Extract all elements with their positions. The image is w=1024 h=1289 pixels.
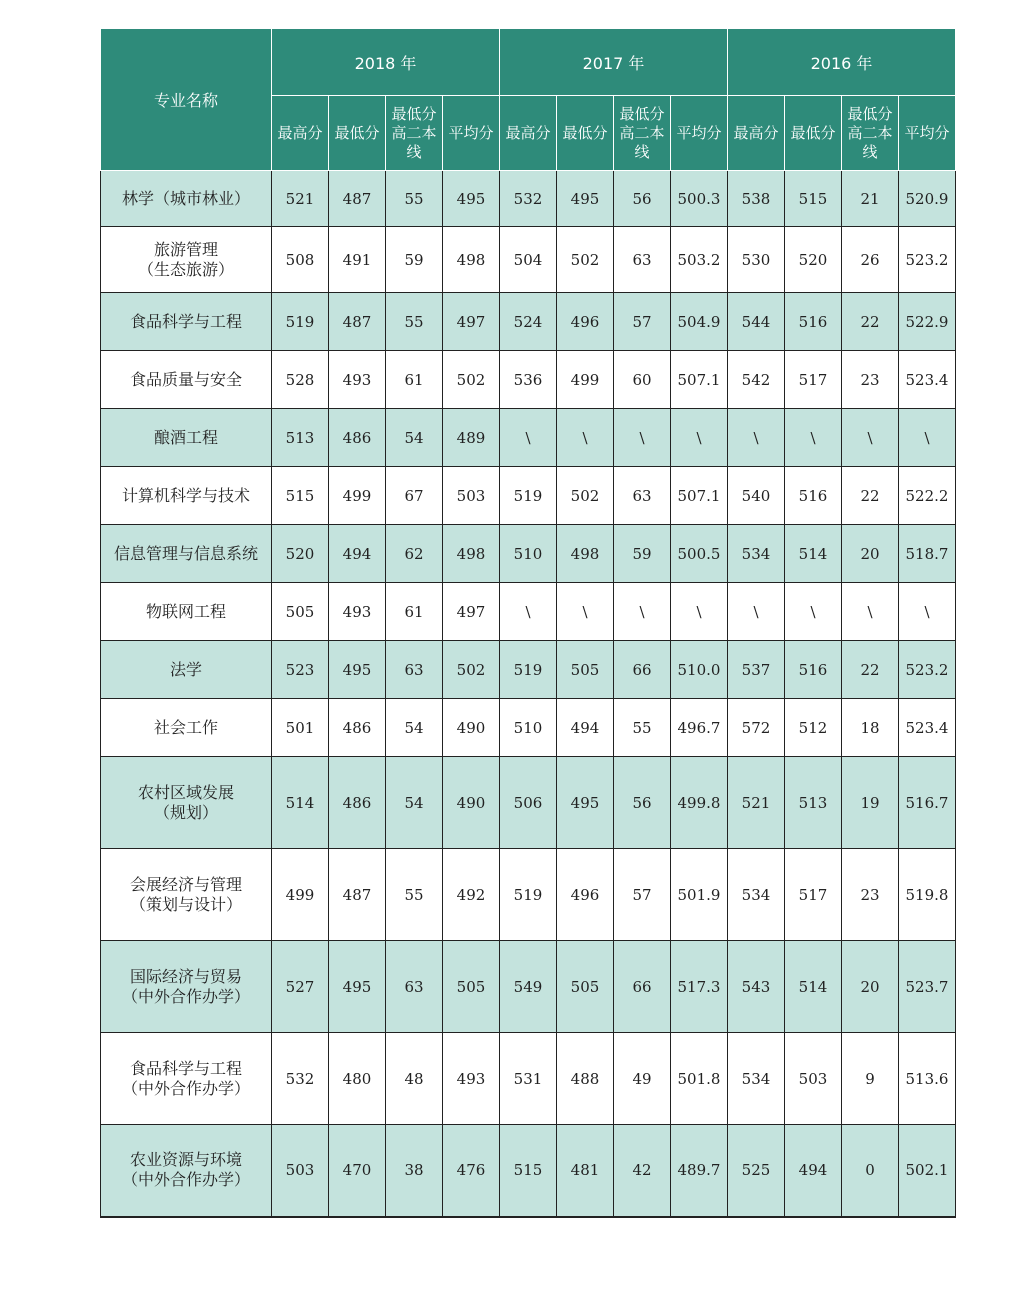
score-cell: 489	[443, 409, 500, 467]
score-cell: 490	[443, 699, 500, 757]
score-cell: 59	[614, 525, 671, 583]
score-cell: 489.7	[671, 1125, 728, 1217]
score-cell: 66	[614, 941, 671, 1033]
score-cell: 513.6	[899, 1033, 956, 1125]
score-cell: 543	[728, 941, 785, 1033]
major-name-cell: 食品质量与安全	[101, 351, 272, 409]
score-cell: 63	[614, 467, 671, 525]
score-cell: 521	[728, 757, 785, 849]
score-cell: 518.7	[899, 525, 956, 583]
table-row	[101, 351, 956, 409]
score-cell: \	[557, 409, 614, 467]
score-cell: \	[671, 583, 728, 641]
score-cell: 510	[500, 525, 557, 583]
score-cell: 49	[614, 1033, 671, 1125]
table-row	[101, 849, 956, 941]
score-cell: 504.9	[671, 293, 728, 351]
score-cell: 513	[785, 757, 842, 849]
score-cell: 63	[614, 227, 671, 293]
score-cell: 534	[728, 525, 785, 583]
major-name-cell: 国际经济与贸易 （中外合作办学）	[101, 941, 272, 1033]
score-cell: \	[728, 409, 785, 467]
score-cell: 56	[614, 757, 671, 849]
score-cell: 66	[614, 641, 671, 699]
score-cell: 501.9	[671, 849, 728, 941]
score-cell: 517.3	[671, 941, 728, 1033]
score-cell: 497	[443, 583, 500, 641]
score-cell: 514	[785, 941, 842, 1033]
min-above-line-header: 最低分 高二本 线	[386, 96, 443, 171]
score-cell: 495	[443, 171, 500, 227]
major-name-cell: 林学（城市林业）	[101, 171, 272, 227]
score-cell: 520.9	[899, 171, 956, 227]
score-cell: 532	[272, 1033, 329, 1125]
table-row	[101, 1033, 956, 1125]
score-cell: 487	[329, 171, 386, 227]
major-name-cell: 酿酒工程	[101, 409, 272, 467]
score-cell: 55	[614, 699, 671, 757]
score-cell: 495	[329, 641, 386, 699]
table-row	[101, 293, 956, 351]
min-score-header: 最低分	[557, 96, 614, 171]
score-cell: 60	[614, 351, 671, 409]
score-cell: 542	[728, 351, 785, 409]
score-cell: \	[614, 583, 671, 641]
score-cell: 22	[842, 641, 899, 699]
score-cell: 63	[386, 941, 443, 1033]
major-name-cell: 农业资源与环境 （中外合作办学）	[101, 1125, 272, 1217]
score-cell: 519.8	[899, 849, 956, 941]
score-cell: 59	[386, 227, 443, 293]
score-cell: 499	[272, 849, 329, 941]
score-cell: 495	[557, 757, 614, 849]
score-cell: 528	[272, 351, 329, 409]
score-cell: 496	[557, 293, 614, 351]
score-cell: 481	[557, 1125, 614, 1217]
score-cell: \	[500, 583, 557, 641]
score-cell: 506	[500, 757, 557, 849]
score-cell: 490	[443, 757, 500, 849]
major-name-cell: 会展经济与管理 （策划与设计）	[101, 849, 272, 941]
admission-score-table	[100, 28, 956, 1218]
score-cell: 48	[386, 1033, 443, 1125]
table-row	[101, 409, 956, 467]
score-cell: 523.2	[899, 227, 956, 293]
table-body	[101, 171, 956, 1217]
major-name-cell: 物联网工程	[101, 583, 272, 641]
score-cell: 504	[500, 227, 557, 293]
score-cell: 54	[386, 757, 443, 849]
score-cell: 507.1	[671, 351, 728, 409]
score-cell: 515	[500, 1125, 557, 1217]
score-cell: 22	[842, 467, 899, 525]
score-cell: 55	[386, 849, 443, 941]
score-cell: \	[614, 409, 671, 467]
score-cell: 536	[500, 351, 557, 409]
score-cell: \	[842, 583, 899, 641]
table-row	[101, 757, 956, 849]
score-cell: 510	[500, 699, 557, 757]
year-header-2018: 2018 年	[272, 29, 500, 96]
score-cell: 57	[614, 849, 671, 941]
score-cell: 510.0	[671, 641, 728, 699]
score-cell: 515	[785, 171, 842, 227]
score-cell: 505	[272, 583, 329, 641]
max-score-header: 最高分	[500, 96, 557, 171]
score-cell: 505	[557, 641, 614, 699]
score-cell: 495	[557, 171, 614, 227]
score-cell: 497	[443, 293, 500, 351]
score-cell: 499	[329, 467, 386, 525]
score-cell: 23	[842, 351, 899, 409]
score-cell: 516	[785, 293, 842, 351]
min-score-header: 最低分	[329, 96, 386, 171]
score-cell: 515	[272, 467, 329, 525]
score-cell: 55	[386, 293, 443, 351]
score-cell: 55	[386, 171, 443, 227]
score-cell: 516	[785, 641, 842, 699]
score-cell: 491	[329, 227, 386, 293]
score-cell: 531	[500, 1033, 557, 1125]
score-cell: 494	[557, 699, 614, 757]
major-name-cell: 农村区域发展 （规划）	[101, 757, 272, 849]
score-cell: 537	[728, 641, 785, 699]
major-name-cell: 计算机科学与技术	[101, 467, 272, 525]
score-cell: 519	[500, 641, 557, 699]
score-cell: 42	[614, 1125, 671, 1217]
max-score-header: 最高分	[728, 96, 785, 171]
score-cell: 486	[329, 409, 386, 467]
score-cell: 54	[386, 409, 443, 467]
score-cell: 512	[785, 699, 842, 757]
score-cell: 508	[272, 227, 329, 293]
score-cell: 519	[272, 293, 329, 351]
major-name-header: 专业名称	[101, 29, 272, 171]
score-cell: 494	[329, 525, 386, 583]
score-cell: 503	[272, 1125, 329, 1217]
score-cell: 500.3	[671, 171, 728, 227]
score-cell: 502.1	[899, 1125, 956, 1217]
score-cell: 38	[386, 1125, 443, 1217]
score-cell: 572	[728, 699, 785, 757]
score-cell: 523.4	[899, 699, 956, 757]
score-cell: 26	[842, 227, 899, 293]
score-cell: 514	[785, 525, 842, 583]
table-row	[101, 941, 956, 1033]
score-cell: 520	[272, 525, 329, 583]
score-cell: 500.5	[671, 525, 728, 583]
table-row	[101, 1125, 956, 1217]
score-cell: 496.7	[671, 699, 728, 757]
score-cell: 538	[728, 171, 785, 227]
table-row	[101, 699, 956, 757]
major-name-cell: 社会工作	[101, 699, 272, 757]
score-cell: 530	[728, 227, 785, 293]
score-cell: \	[899, 583, 956, 641]
score-cell: 521	[272, 171, 329, 227]
major-name-cell: 旅游管理 （生态旅游）	[101, 227, 272, 293]
score-cell: 493	[443, 1033, 500, 1125]
table-row	[101, 525, 956, 583]
score-cell: 523.2	[899, 641, 956, 699]
score-cell: 487	[329, 849, 386, 941]
score-cell: 480	[329, 1033, 386, 1125]
score-cell: 532	[500, 171, 557, 227]
avg-score-header: 平均分	[443, 96, 500, 171]
score-cell: 470	[329, 1125, 386, 1217]
major-name-cell: 食品科学与工程	[101, 293, 272, 351]
score-cell: 514	[272, 757, 329, 849]
score-cell: 487	[329, 293, 386, 351]
min-score-header: 最低分	[785, 96, 842, 171]
score-cell: 493	[329, 583, 386, 641]
score-cell: 493	[329, 351, 386, 409]
min-above-line-header: 最低分 高二本 线	[842, 96, 899, 171]
score-cell: 486	[329, 757, 386, 849]
score-cell: 505	[557, 941, 614, 1033]
score-cell: 61	[386, 351, 443, 409]
score-cell: 519	[500, 467, 557, 525]
score-cell: \	[842, 409, 899, 467]
table-row	[101, 171, 956, 227]
score-cell: 502	[443, 351, 500, 409]
score-cell: 501.8	[671, 1033, 728, 1125]
score-cell: 516	[785, 467, 842, 525]
score-cell: 492	[443, 849, 500, 941]
min-above-line-header: 最低分 高二本 线	[614, 96, 671, 171]
score-cell: 499.8	[671, 757, 728, 849]
table-row	[101, 641, 956, 699]
major-name-cell: 信息管理与信息系统	[101, 525, 272, 583]
score-cell: 61	[386, 583, 443, 641]
score-cell: 503	[443, 467, 500, 525]
score-cell: 502	[443, 641, 500, 699]
score-cell: 20	[842, 941, 899, 1033]
score-cell: 534	[728, 849, 785, 941]
score-cell: 544	[728, 293, 785, 351]
table-header	[101, 29, 956, 171]
score-cell: 20	[842, 525, 899, 583]
score-cell: 534	[728, 1033, 785, 1125]
score-cell: 499	[557, 351, 614, 409]
score-cell: 498	[557, 525, 614, 583]
year-header-2017: 2017 年	[500, 29, 728, 96]
score-cell: 496	[557, 849, 614, 941]
table-row	[101, 227, 956, 293]
score-cell: \	[500, 409, 557, 467]
score-cell: 21	[842, 171, 899, 227]
score-cell: 519	[500, 849, 557, 941]
score-cell: 540	[728, 467, 785, 525]
score-cell: \	[899, 409, 956, 467]
score-cell: 502	[557, 227, 614, 293]
score-cell: 503.2	[671, 227, 728, 293]
score-cell: 523.4	[899, 351, 956, 409]
score-cell: \	[557, 583, 614, 641]
score-cell: 527	[272, 941, 329, 1033]
score-cell: 523.7	[899, 941, 956, 1033]
score-cell: 498	[443, 525, 500, 583]
score-cell: 67	[386, 467, 443, 525]
score-cell: 494	[785, 1125, 842, 1217]
table-row	[101, 583, 956, 641]
avg-score-header: 平均分	[671, 96, 728, 171]
score-cell: 516.7	[899, 757, 956, 849]
major-name-cell: 法学	[101, 641, 272, 699]
score-cell: 57	[614, 293, 671, 351]
score-cell: 62	[386, 525, 443, 583]
score-cell: 56	[614, 171, 671, 227]
score-cell: \	[785, 583, 842, 641]
score-cell: 501	[272, 699, 329, 757]
score-cell: \	[785, 409, 842, 467]
score-cell: 502	[557, 467, 614, 525]
score-cell: 503	[785, 1033, 842, 1125]
score-cell: 23	[842, 849, 899, 941]
score-cell: 18	[842, 699, 899, 757]
score-cell: 505	[443, 941, 500, 1033]
score-cell: 549	[500, 941, 557, 1033]
score-cell: 513	[272, 409, 329, 467]
table-row	[101, 467, 956, 525]
score-cell: 498	[443, 227, 500, 293]
score-cell: 517	[785, 849, 842, 941]
score-cell: 9	[842, 1033, 899, 1125]
score-cell: 19	[842, 757, 899, 849]
score-cell: 54	[386, 699, 443, 757]
score-cell: 476	[443, 1125, 500, 1217]
score-cell: \	[671, 409, 728, 467]
score-cell: \	[728, 583, 785, 641]
score-cell: 522.2	[899, 467, 956, 525]
score-cell: 486	[329, 699, 386, 757]
score-cell: 517	[785, 351, 842, 409]
year-header-2016: 2016 年	[728, 29, 956, 96]
score-cell: 488	[557, 1033, 614, 1125]
score-cell: 520	[785, 227, 842, 293]
score-cell: 524	[500, 293, 557, 351]
score-cell: 495	[329, 941, 386, 1033]
score-cell: 522.9	[899, 293, 956, 351]
score-cell: 63	[386, 641, 443, 699]
avg-score-header: 平均分	[899, 96, 956, 171]
major-name-cell: 食品科学与工程 （中外合作办学）	[101, 1033, 272, 1125]
score-cell: 525	[728, 1125, 785, 1217]
score-cell: 523	[272, 641, 329, 699]
score-cell: 507.1	[671, 467, 728, 525]
max-score-header: 最高分	[272, 96, 329, 171]
score-cell: 22	[842, 293, 899, 351]
score-cell: 0	[842, 1125, 899, 1217]
